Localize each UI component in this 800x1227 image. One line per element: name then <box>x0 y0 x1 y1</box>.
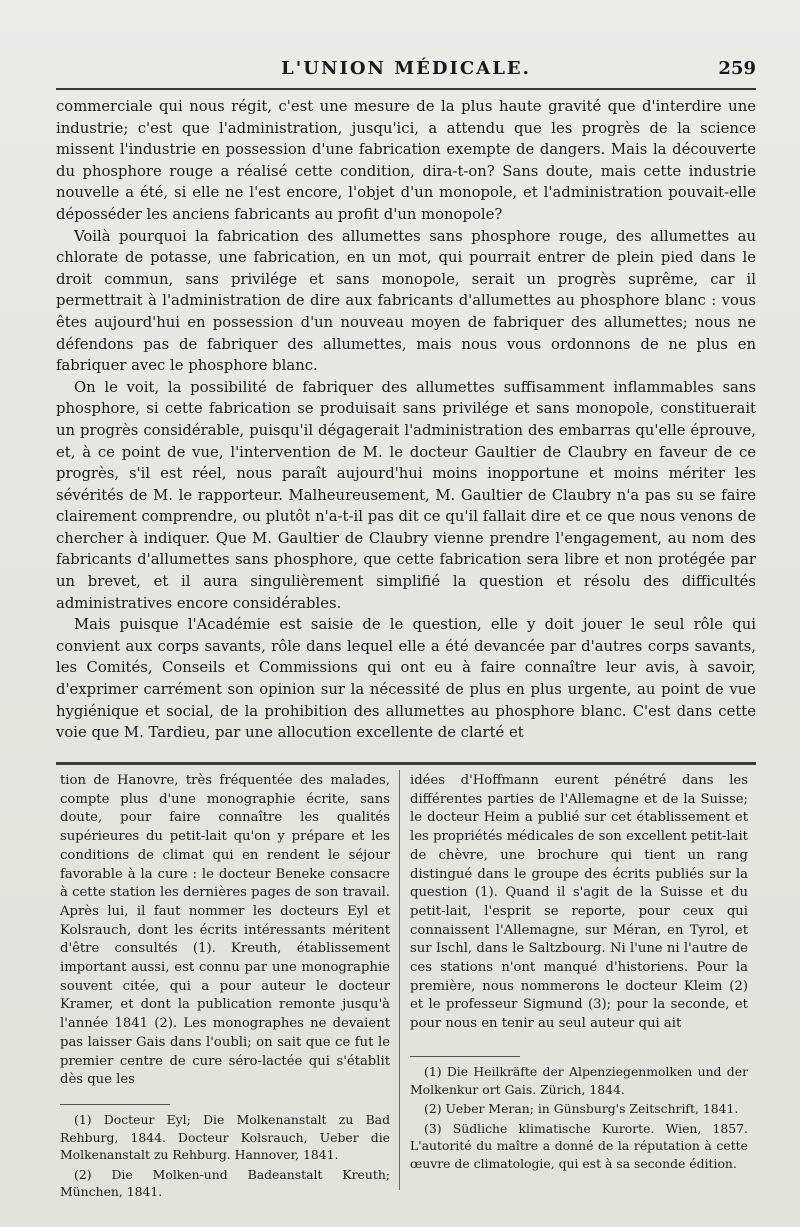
column-divider <box>399 770 400 1190</box>
paragraph: Mais puisque l'Académie est saisie de le question, elle y doit jouer le seul rôle qui convient aux corps savants, rôle dans lequel elle a été devancée par d'autres corps savants, les Comités, Conseils et Commissions qui ont eu à faire connaître leur avis, à savoir, d'exprimer carrément son opinion sur la nécessité de plus en plus urgente, au point de vue hygiénique et social, de la prohibition des allumettes au phosphore blanc. C'est dans cette voie que M. Tardieu, par une allocution excellente de clarté et <box>56 616 756 742</box>
footnote-rule <box>60 1104 170 1105</box>
paragraph: commerciale qui nous régit, c'est une mesure de la plus haute gravité que d'interdire une industrie; c'est que l'administration, jusqu'ici, a attendu que les progrès de la science missent l'industrie en possession d'une fabrication exempte de dangers. Mais la découverte du phosphore rouge a réalisé cette condition, dira-t-on? Sans doute, mais cette industrie nouvelle a été, si elle ne l'est encore, l'objet d'un monopole, et l'administration pouvait-elle déposséder les anciens fabricants au profit d'un monopole? <box>56 98 756 223</box>
left-footnotes <box>60 1104 390 1203</box>
journal-title: L'UNION MÉDICALE. <box>281 58 531 79</box>
footnote-rule <box>410 1056 520 1057</box>
feuilleton-right-column <box>410 772 748 1034</box>
footnote: (2) Die Molken-und Badeanstalt Kreuth; München, 1841. <box>60 1166 390 1199</box>
main-text <box>56 96 756 744</box>
feuilleton-left-column <box>60 772 390 1090</box>
paragraph: On le voit, la possibilité de fabriquer des allumettes suffisamment inflammables sans phosphore, si cette fabrication se produisait sans privilége et sans monopole, constituerait un progrès considérable, puisqu'il dégagerait l'administration des embarras qu'elle éprouve, et, à ce point de vue, l'intervention de M. le docteur Gaultier de Claubry en faveur de ce progrès, s'il est réel, nous paraît aujourd'hui moins inopportune et moins mériter les sévérités de M. le rapporteur. Malheureusement, M. Gaultier de Claubry n'a pas su se faire clairement comprendre, ou plutôt n'a-t-il pas dit ce qu'il fallait dire et ce que nous venons de chercher à indiquer. Que M. Gaultier de Claubry vienne prendre l'engagement, au nom des fabricants d'allumettes sans phosphore, que cette fabrication sera libre et non protégée par un brevet, et il aura singulièrement simplifié la question et résolu des difficultés administratives encore considérables. <box>56 378 756 612</box>
column-text: idées d'Hoffmann eurent pénétré dans les différentes parties de l'Allemagne et de la Suisse; le docteur Heim a publié sur cet établissement et les propriétés médicales de son excellent petit-lait de chèvre, une brochure qui tient un rang distingué dans le groupe des écrits publiés sur la question (1). Quand il s'agit de la Suisse et du petit-lait, l'esprit se reporte, pour ceux qui connaissent l'Allemagne, sur Méran, en Tyrol, et sur Ischl, dans le Saltzbourg. Ni l'une ni l'autre de ces stations n'ont manqué d'historiens. Pour la première, nous nommerons le docteur Kleim (2) et le professeur Sigmund (3); pour la seconde, et pour nous en tenir au seul auteur qui ait <box>410 773 748 1032</box>
footnote: (2) Ueber Meran; in Günsburg's Zeitschrift, 1841. <box>424 1101 739 1116</box>
footnote: (1) Docteur Eyl; Die Molkenanstalt zu Bad Rehburg, 1844. Docteur Kolsrauch, Ueber die Molkenanstalt zu Rehburg. Hannover, 1841. <box>60 1112 390 1162</box>
page-number: 259 <box>718 58 756 79</box>
page-header <box>56 58 756 82</box>
feuilleton-rule <box>56 762 756 765</box>
header-rule <box>56 88 756 90</box>
right-footnotes <box>410 1056 748 1174</box>
footnote: (1) Die Heilkräfte der Alpenziegenmolken und der Molkenkur ort Gais. Zürich, 1844. <box>410 1064 748 1097</box>
column-text: tion de Hanovre, très fréquentée des malades, compte plus d'une monographie écrite, sans doute, pour faire connaître les qualités supérieures du petit-lait qu'on y prépare et les conditions de climat qui en rendent le séjour favorable à la cure : le docteur Beneke consacre à cette station les dernières pages de son travail. Après lui, il faut nommer les docteurs Eyl et Kolsrauch, dont les écrits intéressants méritent d'être consultés (1). Kreuth, établissement important aussi, est connu par une monographie souvent citée, qui a pour auteur le docteur Kramer, et dont la publication remonte jusqu'à l'année 1841 (2). Les monographes ne devaient pas laisser Gais dans l'oubli; on sait que ce fut le premier centre de cure séro-lactée qui s'établit dès que les <box>60 773 390 1088</box>
footnote: (3) Südliche klimatische Kurorte. Wien, 1857. L'autorité du maître a donné de la réputation à cette œuvre de climatologie, qui est à sa seconde édition. <box>410 1120 748 1171</box>
paragraph: Voilà pourquoi la fabrication des allumettes sans phosphore rouge, des allumettes au chlorate de potasse, une fabrication, en un mot, qui pourrait entrer de plein pied dans le droit commun, sans privilége et sans monopole, serait un progrès suprême, car il permettrait à l'administration de dire aux fabricants d'allumettes au phosphore blanc : vous êtes aujourd'hui en possession d'un nouveau moyen de fabriquer des allumettes; nous ne défendons pas de fabriquer des allumettes, mais nous vous ordonnons de ne plus en fabriquer avec le phosphore blanc. <box>56 227 756 375</box>
